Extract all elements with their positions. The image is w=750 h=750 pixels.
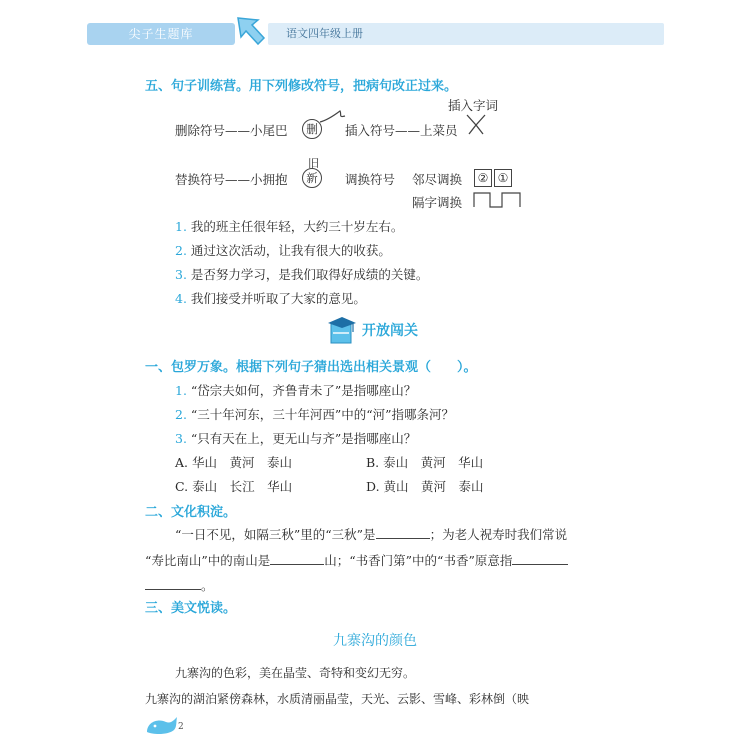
s5-item-4-num: 4. [175, 291, 187, 306]
replace-symbol-label: 替换符号——小拥抱 [175, 172, 288, 187]
q2-line-2a: “寿比南山”中的南山是 [145, 553, 271, 568]
blank-2[interactable] [270, 564, 324, 565]
s5-item-4 [175, 289, 366, 307]
q1-item-2 [175, 405, 454, 423]
q2-line-2b: 山；“书香门第”中的“书香”原意指 [324, 553, 513, 568]
q1-item-3-text: “只有天在上，更无山与齐”是指哪座山？ [190, 431, 417, 446]
insert-note: 插入字词 [448, 98, 499, 113]
replace-new: 新 [302, 168, 322, 188]
series-title: 尖子生题库 [87, 23, 235, 45]
section5-title: 五、句子训练营。用下列修改符号，把病句改正过来。 [145, 79, 458, 94]
q1-item-1 [175, 381, 416, 399]
s5-item-1-num: 1. [175, 219, 187, 234]
delete-tail-icon [318, 108, 348, 126]
q2-title: 二、文化积淀。 [145, 505, 237, 520]
whale-icon [144, 712, 180, 736]
article-p2: 九寨沟的湖泊紧傍森林，水质清丽晶莹，天光、云影、雪峰、彩林倒（映 [145, 692, 530, 706]
q2-line-1b: ；为老人祝寿时我们常说 [429, 527, 568, 542]
s5-item-4-text: 我们接受并听取了大家的意见。 [190, 291, 366, 306]
q1-option-d: D. 黄山 黄河 泰山 [366, 479, 484, 494]
swap-mark-1: ② [474, 169, 492, 187]
q1-item-2-text: “三十年河东，三十年河西”中的“河”指哪条河？ [190, 407, 454, 422]
s5-item-1-text: 我的班主任很年轻，大约三十岁左右。 [190, 219, 404, 234]
blank-3[interactable] [512, 564, 568, 565]
adjacent-swap-symbol [472, 167, 512, 187]
banner-title: 开放闯关 [362, 323, 418, 339]
insert-symbol-label: 插入符号——上菜员 [345, 123, 458, 138]
arrow-up-left-icon [234, 14, 268, 48]
s5-item-3-text: 是否努力学习，是我们取得好成绩的关键。 [190, 267, 429, 282]
blank-4[interactable] [145, 589, 201, 590]
delete-symbol-label: 删除符号——小尾巴 [175, 123, 288, 138]
subject-title: 语文四年级上册 [268, 23, 664, 45]
q1-item-1-text: “岱宗夫如何，齐鲁青未了”是指哪座山？ [190, 383, 417, 398]
q1-item-2-num: 2. [175, 407, 187, 422]
s5-item-2-num: 2. [175, 243, 187, 258]
q2-line-2 [145, 551, 568, 569]
gap-swap-icon [472, 190, 524, 208]
q3-title: 三、美文悦读。 [145, 601, 237, 616]
graduation-book-icon [326, 313, 358, 345]
q2-line-1 [175, 525, 567, 543]
insert-caret-icon [464, 112, 490, 136]
swap-symbol-label: 调换符号 [345, 172, 396, 187]
adjacent-swap-label: 邻尽调换 [412, 172, 463, 187]
replace-old: 旧 [308, 157, 319, 170]
blank-1[interactable] [376, 538, 430, 539]
s5-item-1 [175, 217, 403, 235]
q1-item-1-num: 1. [175, 383, 187, 398]
swap-mark-2: ① [494, 169, 512, 187]
replace-symbol [302, 167, 322, 188]
s5-item-2 [175, 241, 391, 259]
article-p1: 九寨沟的色彩，美在晶莹、奇特和变幻无穷。 [175, 666, 416, 680]
s5-item-3 [175, 265, 428, 283]
q2-line-3-end: 。 [201, 578, 214, 593]
q1-item-3-num: 3. [175, 431, 187, 446]
q1-option-c: C. 泰山 长江 华山 [175, 479, 293, 494]
article-title: 九寨沟的颜色 [333, 633, 417, 649]
page-number: 2 [178, 722, 184, 732]
delete-char: 删 [302, 119, 322, 139]
q1-option-b: B. 泰山 黄河 华山 [366, 455, 484, 470]
q1-item-3 [175, 429, 416, 447]
q1-option-a: A. 华山 黄河 泰山 [175, 455, 292, 470]
s5-item-2-text: 通过这次活动，让我有很大的收获。 [190, 243, 391, 258]
s5-item-3-num: 3. [175, 267, 187, 282]
q2-line-1a: “一日不见，如隔三秋”里的“三秋”是 [175, 527, 376, 542]
q1-title: 一、包罗万象。根据下列句子猜出选出相关景观（ ）。 [145, 360, 477, 375]
gap-swap-label: 隔字调换 [412, 195, 463, 210]
q2-line-3 [145, 576, 214, 594]
